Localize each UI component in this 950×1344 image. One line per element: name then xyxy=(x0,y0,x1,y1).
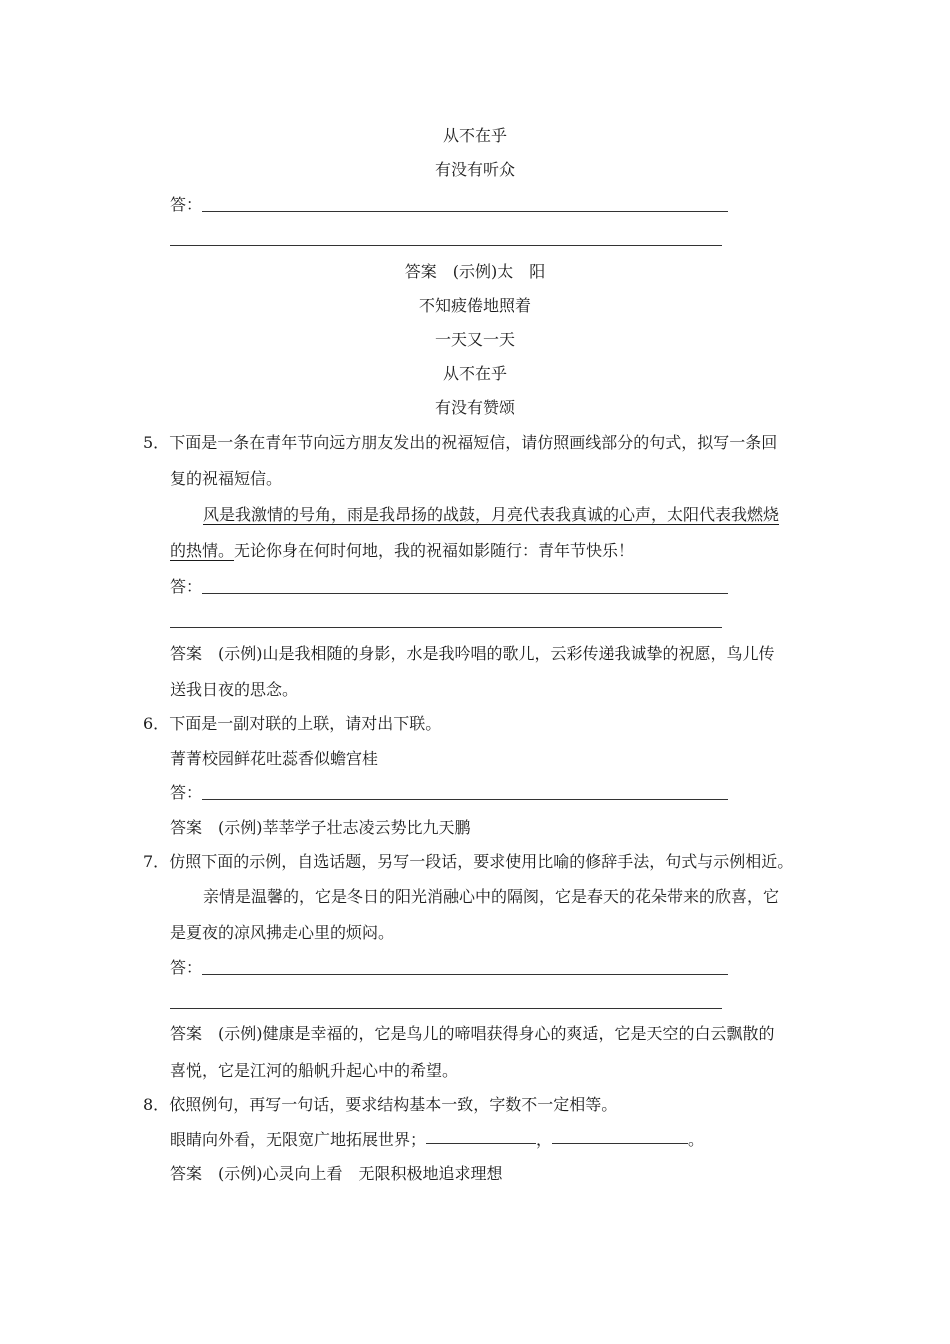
answer-label: 答： xyxy=(170,577,203,596)
q8-blank-1 xyxy=(426,1143,536,1144)
answer-blank-line xyxy=(170,245,722,246)
answer-label: 答： xyxy=(170,958,203,977)
q4-answer-line-5: 有没有赞颂 xyxy=(434,398,515,417)
answer-label: 答： xyxy=(170,783,203,802)
answer-word: 答案 xyxy=(404,262,437,281)
q6-answer xyxy=(170,817,471,839)
q8-blank-2 xyxy=(552,1143,688,1144)
answer-label: 答： xyxy=(170,195,203,214)
example-tag: (示例) xyxy=(218,1164,263,1183)
q6-answer-prompt xyxy=(170,782,728,804)
q7-number: 7． xyxy=(143,852,170,871)
q8-prompt-line xyxy=(143,1094,617,1116)
q4-answer-line-2: 不知疲倦地照着 xyxy=(418,296,531,315)
q4-answer-line-4: 从不在乎 xyxy=(442,364,507,383)
q5-underlined-line-2 xyxy=(170,540,634,562)
q5-answer-line-1 xyxy=(170,643,775,665)
answer-blank xyxy=(202,593,728,594)
q7-answer-text-1: 健康是幸福的，它是鸟儿的啼唱获得身心的爽适，它是天空的白云飘散的 xyxy=(262,1024,775,1043)
q6-answer-text: 莘莘学子壮志凌云势比九天鹏 xyxy=(262,818,471,837)
q7-prompt-line xyxy=(143,851,793,873)
q8-number: 8． xyxy=(143,1095,170,1114)
q7-answer-line-1 xyxy=(170,1023,775,1045)
q6-number: 6． xyxy=(143,714,170,733)
answer-word: 答案 xyxy=(170,1024,203,1043)
q6-prompt-line xyxy=(143,713,441,735)
answer-blank-line xyxy=(170,627,722,628)
q5-prompt-line-1 xyxy=(143,432,777,454)
answer-word: 答案 xyxy=(170,644,203,663)
answer-blank xyxy=(202,799,728,800)
answer-word: 答案 xyxy=(170,1164,203,1183)
q5-answer-text-1: 山是我相随的身影，水是我吟唱的歌儿，云彩传递我诚挚的祝愿，鸟儿传 xyxy=(262,644,775,663)
q8-example-text: 眼睛向外看，无限宽广地拓展世界； xyxy=(170,1130,427,1149)
answer-prompt xyxy=(170,194,728,216)
q7-answer-prompt xyxy=(170,957,728,979)
q4-answer-line-3: 一天又一天 xyxy=(434,330,515,349)
q5-underlined-text-1: 风是我激情的号角，雨是我昂扬的战鼓，月亮代表我真诚的心声，太阳代表我燃烧 xyxy=(203,505,780,524)
q8-answer xyxy=(170,1163,503,1185)
q8-end-mark: 。 xyxy=(688,1130,705,1149)
q4-answer-line-1 xyxy=(0,261,950,283)
example-tag: (示例) xyxy=(452,262,498,281)
q6-couplet: 菁菁校园鲜花吐蕊香似蟾宫桂 xyxy=(170,749,379,768)
q8-example xyxy=(170,1129,704,1151)
answer-blank xyxy=(202,974,728,975)
q5-rest-text: 无论你身在何时何地，我的祝福如影随行：青年节快乐！ xyxy=(234,541,635,560)
q5-underlined-line-1 xyxy=(203,504,779,526)
q5-number: 5． xyxy=(143,433,170,452)
q7-prompt-text: 仿照下面的示例，自选话题，另写一段话，要求使用比喻的修辞手法，句式与示例相近。 xyxy=(169,852,794,871)
q5-prompt-text-1: 下面是一条在青年节向远方朋友发出的祝福短信，请仿照画线部分的句式，拟写一条回 xyxy=(169,433,778,452)
poem-line-1: 从不在乎 xyxy=(442,126,507,145)
q8-prompt-text: 依照例句，再写一句话，要求结构基本一致，字数不一定相等。 xyxy=(169,1095,618,1114)
example-tag: (示例) xyxy=(218,1024,263,1043)
q7-example-line-2: 是夏夜的凉风拂走心里的烦闷。 xyxy=(170,923,395,942)
q7-example-line-1: 亲情是温馨的，它是冬日的阳光消融心中的隔阂，它是春天的花朵带来的欣喜，它 xyxy=(203,887,780,906)
q5-underlined-text-2: 的热情。 xyxy=(170,541,235,560)
q5-prompt-line-2: 复的祝福短信。 xyxy=(170,469,283,488)
poem-line-2: 有没有听众 xyxy=(434,160,515,179)
answer-word: 答案 xyxy=(170,818,203,837)
example-tag: (示例) xyxy=(218,818,263,837)
q8-separator: ， xyxy=(536,1130,553,1149)
q4-answer-title: 太 阳 xyxy=(497,262,546,281)
answer-blank-line xyxy=(170,1008,722,1009)
answer-blank xyxy=(202,211,728,212)
q5-answer-line-2: 送我日夜的思念。 xyxy=(170,680,299,699)
q7-answer-line-2: 喜悦，它是江河的船帆升起心中的希望。 xyxy=(170,1061,459,1080)
example-tag: (示例) xyxy=(218,644,263,663)
q8-answer-text: 心灵向上看 无限积极地追求理想 xyxy=(262,1164,503,1183)
q5-answer-prompt xyxy=(170,576,728,598)
q6-prompt-text: 下面是一副对联的上联，请对出下联。 xyxy=(169,714,442,733)
